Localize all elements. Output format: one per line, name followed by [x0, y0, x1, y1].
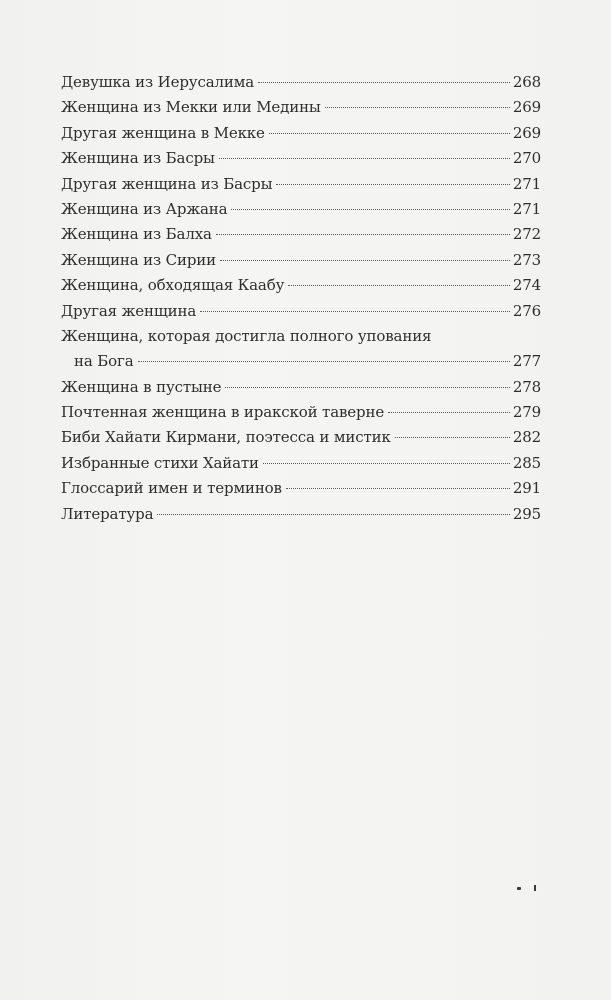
- toc-dot-leader: [219, 158, 510, 159]
- toc-entry-page: 274: [512, 276, 541, 295]
- print-mark: [534, 885, 536, 891]
- toc-dot-leader: [157, 514, 509, 515]
- toc-entry: [61, 425, 541, 450]
- toc-entry-page: 270: [512, 149, 541, 168]
- toc-entry-page: 271: [512, 199, 541, 218]
- toc-entry-page: 276: [512, 301, 541, 320]
- toc-entry-page: 268: [512, 73, 541, 91]
- toc-entry-page: 291: [512, 479, 541, 498]
- toc-entry: [61, 299, 541, 324]
- toc-entry-page: 273: [512, 250, 541, 269]
- toc-entry-title: Биби Хайати Кирмани, поэтесса и мистик: [61, 428, 391, 447]
- toc-dot-leader: [325, 107, 510, 108]
- toc-entry: [61, 273, 541, 298]
- toc-entry: [61, 222, 541, 247]
- toc-dot-leader: [286, 488, 510, 489]
- toc-entry-title: Девушка из Иерусалима: [61, 73, 255, 91]
- toc-entry: [61, 121, 541, 146]
- toc-entry: [61, 375, 541, 400]
- toc-dot-leader: [138, 361, 510, 362]
- toc-entry-page: 279: [512, 403, 541, 422]
- toc-entry: [61, 451, 541, 476]
- toc-entry: [61, 95, 541, 120]
- toc-entry-page: 272: [512, 225, 541, 244]
- toc-dot-leader: [395, 437, 510, 438]
- toc-dot-leader: [263, 463, 510, 464]
- toc-dot-leader: [258, 82, 510, 83]
- toc-entry-title: Женщина из Сирии: [61, 250, 216, 269]
- toc-entry-page: 278: [512, 377, 541, 396]
- toc-entry-title: Литература: [61, 504, 154, 523]
- toc-entry-title: на Бога: [74, 352, 134, 371]
- toc-dot-leader: [231, 209, 509, 210]
- toc-entry-title: Женщина в пустыне: [61, 377, 222, 396]
- toc-entry-page: 282: [512, 428, 541, 447]
- toc-entry-title: Женщина из Балха: [61, 225, 212, 244]
- toc-entry-title: Женщина, обходящая Каабу: [61, 276, 285, 295]
- toc-entry-page: 285: [512, 453, 541, 472]
- toc-entry: [61, 502, 541, 527]
- toc-entry: [61, 476, 541, 501]
- toc-dot-leader: [288, 285, 510, 286]
- toc-entry-title: Глоссарий имен и терминов: [61, 479, 282, 498]
- toc-entry-page: 277: [512, 352, 541, 371]
- toc-entry-title: Другая женщина из Басры: [61, 174, 273, 193]
- toc-entry-title: Женщина из Мекки или Медины: [61, 98, 321, 117]
- toc-dot-leader: [388, 412, 510, 413]
- toc-entry-page: 269: [512, 123, 541, 142]
- toc-entry-page: 271: [512, 174, 541, 193]
- toc-entry: [61, 172, 541, 197]
- toc-entry: [61, 146, 541, 171]
- toc-entry-title: Избранные стихи Хайати: [61, 453, 259, 472]
- toc-entry: [61, 70, 541, 95]
- toc-entry: [61, 400, 541, 425]
- toc-entry-title: Другая женщина в Мекке: [61, 123, 265, 142]
- toc-entry-title: Женщина из Аржана: [61, 199, 228, 218]
- toc-dot-leader: [216, 234, 510, 235]
- toc-dot-leader: [220, 260, 510, 261]
- toc-entry-title: Почтенная женщина в иракской таверне: [61, 403, 385, 422]
- toc-entry: [61, 197, 541, 222]
- toc-dot-leader: [200, 311, 510, 312]
- toc-dot-leader: [276, 184, 509, 185]
- toc-entry-title-line: Женщина, которая достигла полного упования: [61, 326, 432, 345]
- print-mark: [517, 887, 521, 890]
- toc-entry: [61, 248, 541, 273]
- table-of-contents: [61, 70, 541, 527]
- toc-entry-page: 269: [512, 98, 541, 117]
- toc-entry: [61, 349, 541, 374]
- toc-dot-leader: [269, 133, 510, 134]
- toc-entry-title: Другая женщина: [61, 301, 197, 320]
- toc-dot-leader: [225, 387, 509, 388]
- toc-entry-title: Женщина из Басры: [61, 149, 215, 168]
- toc-entry-page: 295: [512, 504, 541, 523]
